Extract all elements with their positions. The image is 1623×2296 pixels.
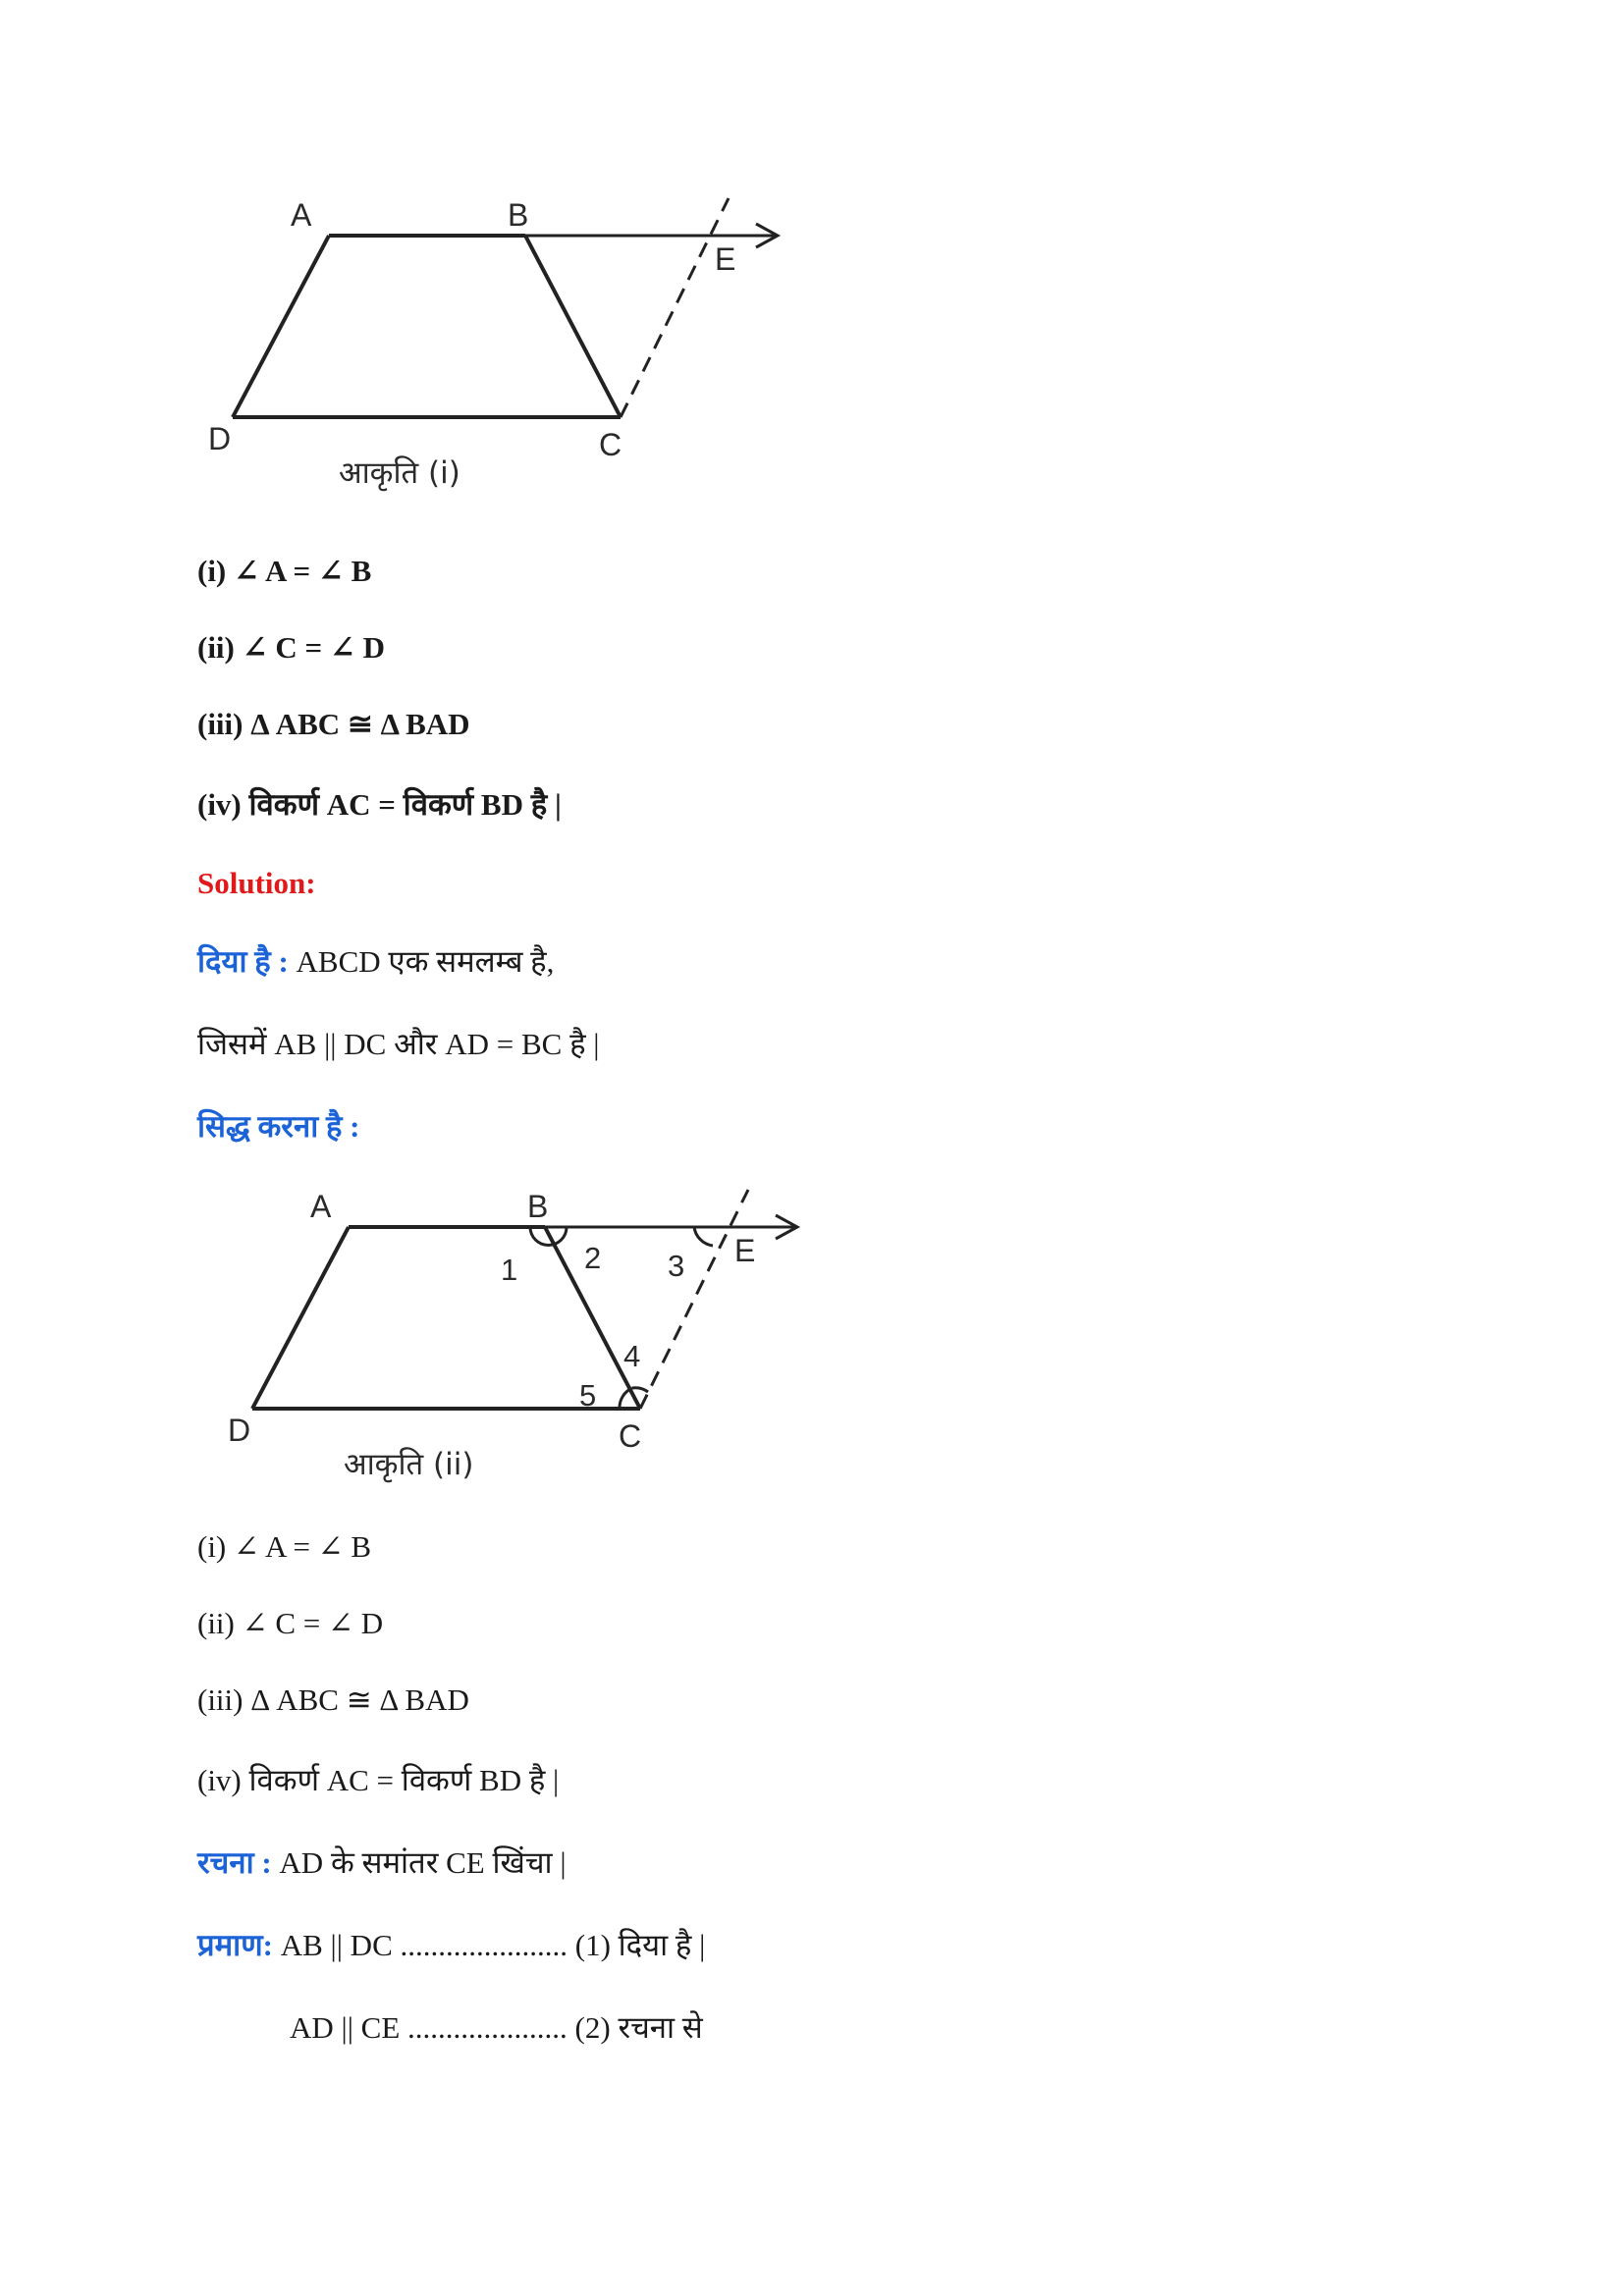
figure-2 <box>216 1178 825 1512</box>
label-a: A <box>310 1189 332 1224</box>
angle-label-2: 2 <box>584 1241 602 1275</box>
trapezium-diagram-2 <box>216 1178 825 1512</box>
statement-3: (iii) Δ ABC ≅ Δ BAD <box>197 1682 469 1717</box>
statement-1: (i) ∠ A = ∠ B <box>197 1529 372 1564</box>
proof-label: प्रमाण: <box>197 1928 273 1962</box>
side-ad <box>252 1227 349 1409</box>
label-e: E <box>734 1233 756 1268</box>
angle-label-3: 3 <box>668 1249 685 1283</box>
given-text: ABCD एक समलम्ब है, <box>288 944 555 979</box>
statement-4: (iv) विकर्ण AC = विकर्ण BD है | <box>197 1763 560 1797</box>
side-bc <box>525 236 621 417</box>
angle-label-1: 1 <box>501 1253 518 1287</box>
statement-bold-2: (ii) ∠ C = ∠ D <box>197 630 386 665</box>
construction-line <box>197 1843 567 1883</box>
label-c: C <box>619 1418 642 1454</box>
statement-bold-3: (iii) Δ ABC ≅ Δ BAD <box>197 707 470 741</box>
statement-bold-4: (iv) विकर्ण AC = विकर्ण BD है | <box>197 787 562 822</box>
construction-text: AD के समांतर CE खिंचा | <box>271 1845 567 1880</box>
figure-1 <box>196 187 805 520</box>
construction-label: रचना : <box>197 1845 272 1880</box>
label-e: E <box>715 241 736 277</box>
given-line-2: जिसमें AB || DC और AD = BC है | <box>197 1027 600 1061</box>
label-a: A <box>291 197 312 233</box>
label-b: B <box>527 1189 549 1224</box>
angle-arc-e <box>694 1227 713 1246</box>
to-prove-label: सिद्ध करना है : <box>197 1109 360 1144</box>
label-d: D <box>208 421 232 456</box>
dashed-line-ce <box>640 1190 748 1409</box>
angle-label-4: 4 <box>623 1339 641 1373</box>
angle-label-5: 5 <box>579 1378 597 1413</box>
label-c: C <box>599 427 622 462</box>
label-d: D <box>228 1413 251 1448</box>
angle-arc-c4 <box>632 1388 648 1392</box>
figure-caption-2: आकृति (ii) <box>344 1447 474 1482</box>
given-line <box>197 942 554 982</box>
proof-line-1 <box>197 1926 705 1965</box>
proof-line-2: AD || CE ..................... (2) रचना से <box>290 2010 703 2045</box>
trapezium-diagram-1 <box>196 187 805 520</box>
label-b: B <box>508 197 529 233</box>
solution-heading: Solution: <box>197 866 316 900</box>
side-ad <box>233 236 329 417</box>
statement-2: (ii) ∠ C = ∠ D <box>197 1606 384 1640</box>
dashed-line-ce <box>621 198 729 417</box>
statement-bold-1: (i) ∠ A = ∠ B <box>197 554 372 588</box>
figure-caption-1: आकृति (i) <box>339 455 460 491</box>
given-label: दिया है : <box>197 944 289 979</box>
proof-text-1: AB || DC ...................... (1) दिया है | <box>272 1928 706 1962</box>
